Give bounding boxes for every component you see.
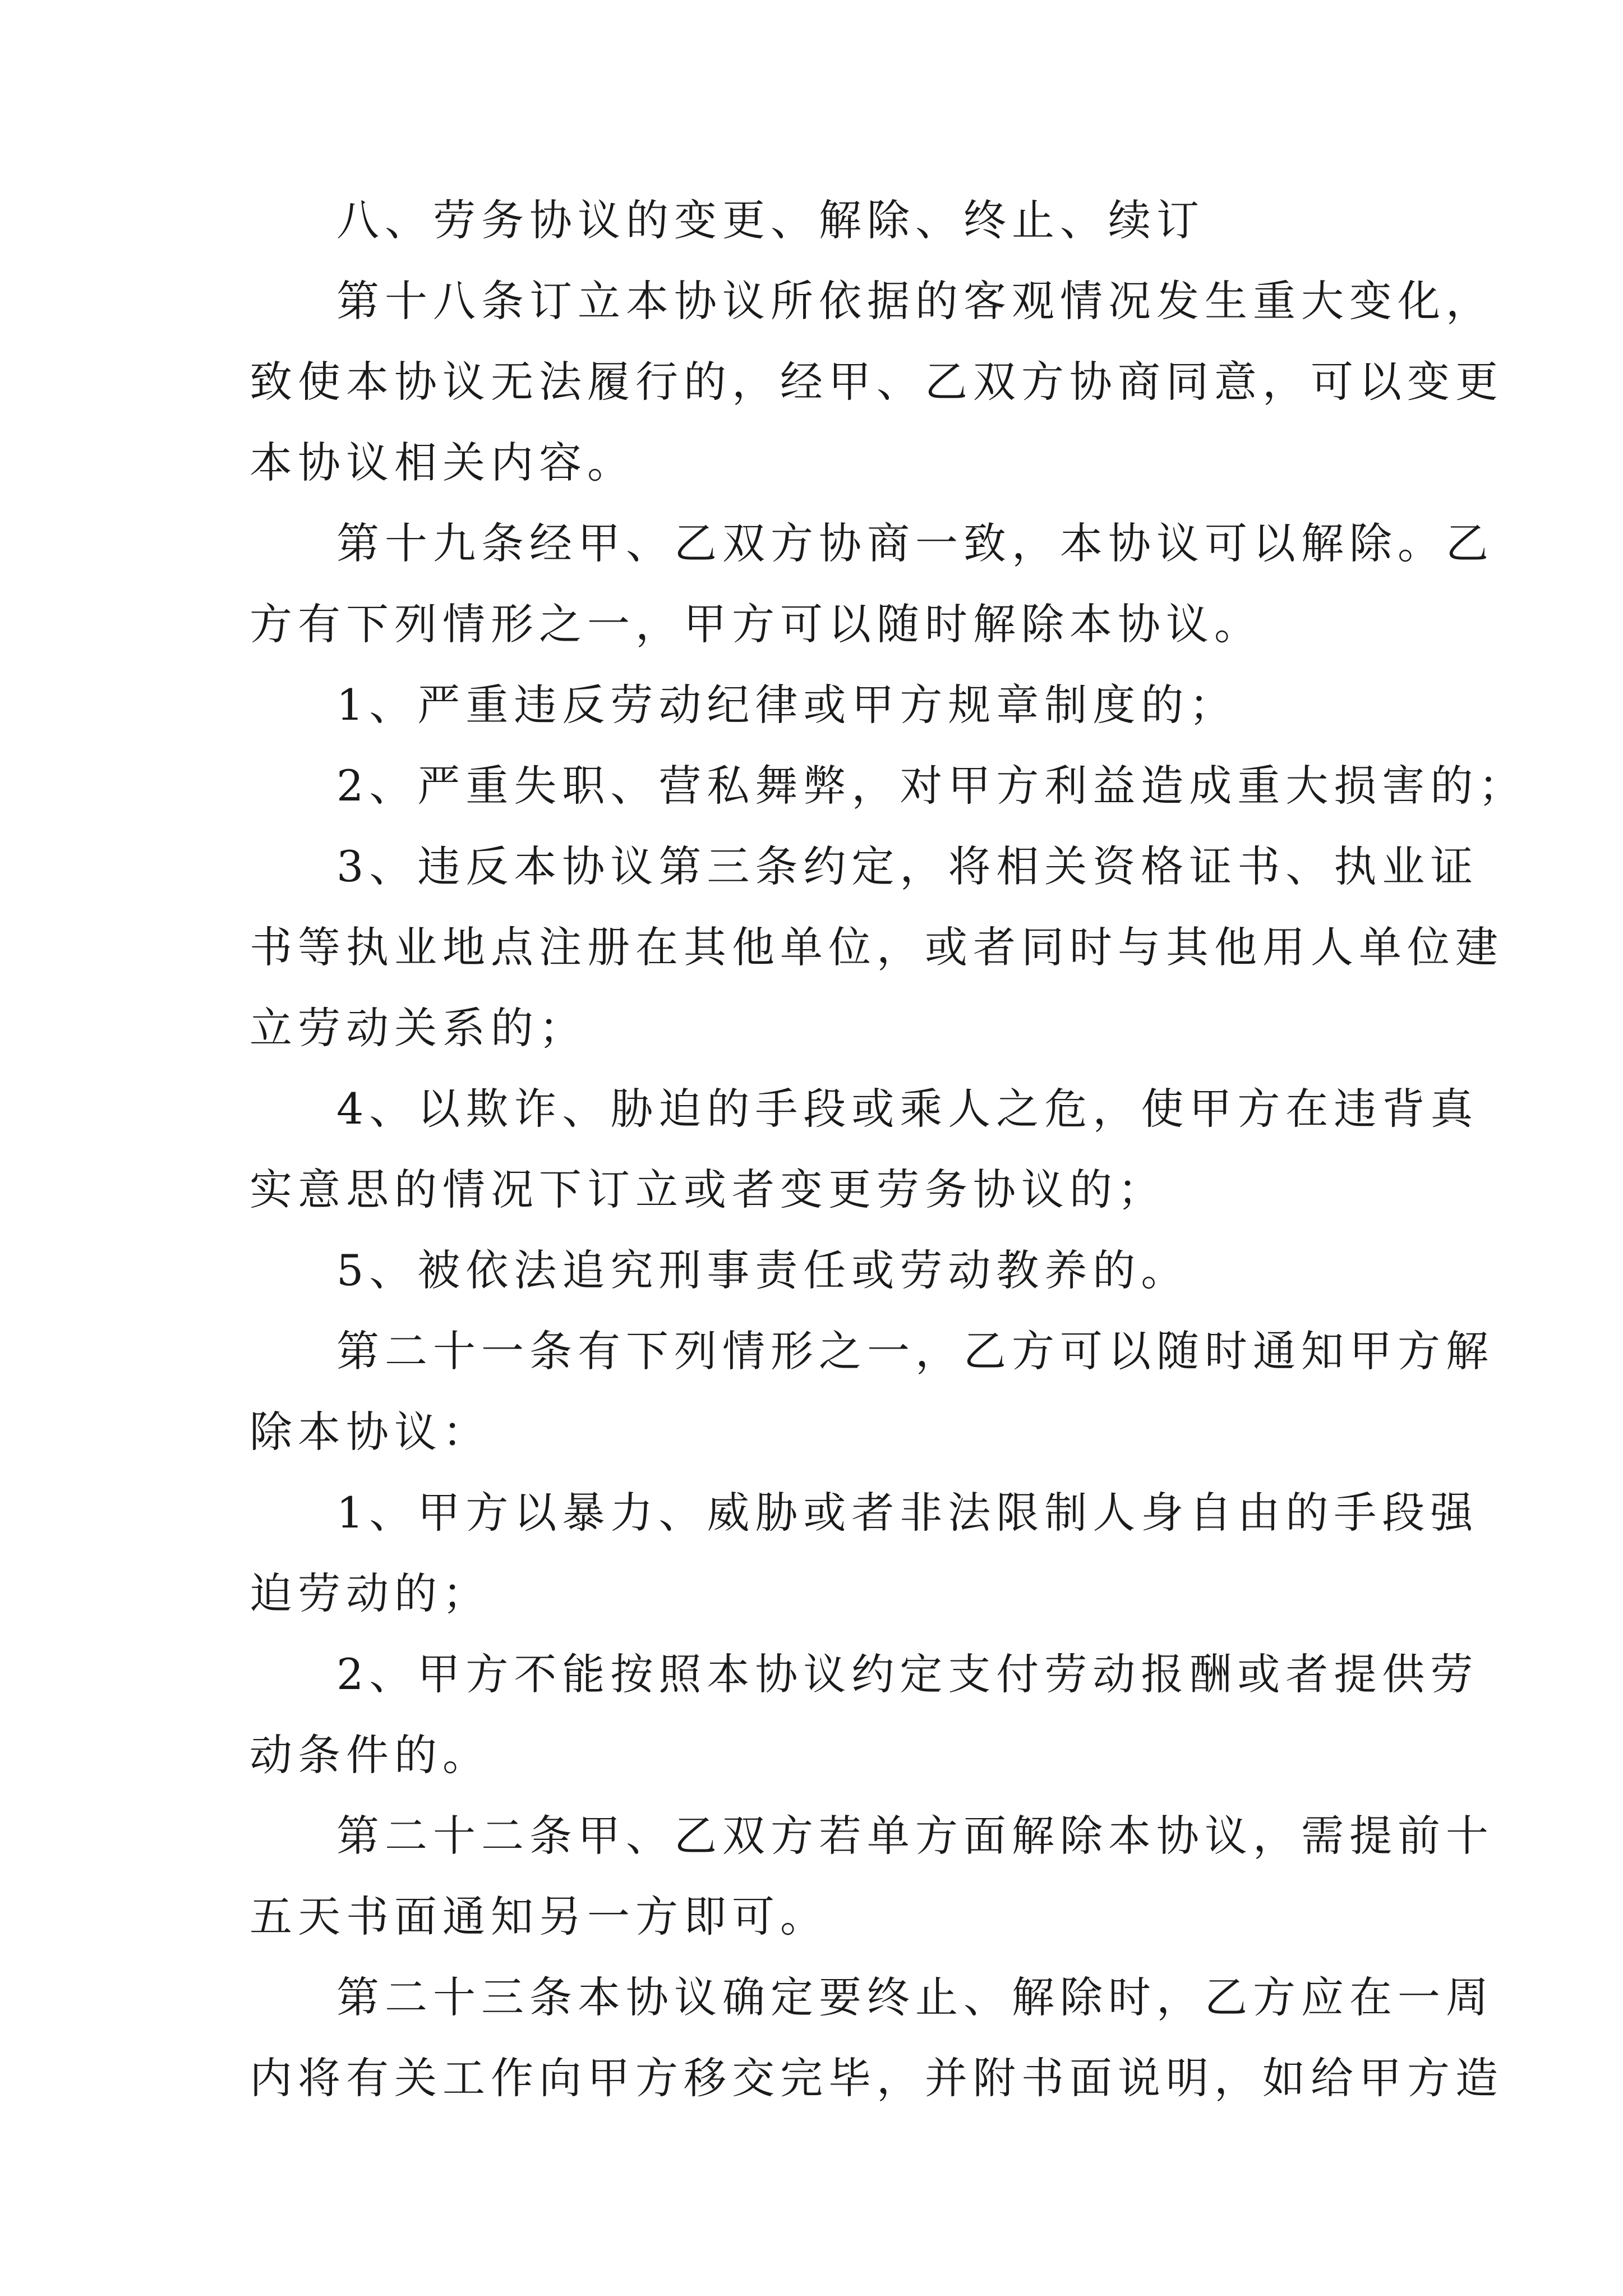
text-line: 4、以欺诈、胁迫的手段或乘人之危，使甲方在违背真 bbox=[336, 1084, 1479, 1134]
text-line: 致使本协议无法履行的，经甲、乙双方协商同意，可以变更 bbox=[250, 357, 1504, 407]
text-line: 2、严重失职、营私舞弊，对甲方利益造成重大损害的； bbox=[336, 761, 1527, 811]
text-line: 第十九条经甲、乙双方协商一致，本协议可以解除。乙 bbox=[336, 518, 1494, 568]
text-line: 书等执业地点注册在其他单位，或者同时与其他用人单位建 bbox=[250, 922, 1504, 972]
text-line: 第二十一条有下列情形之一，乙方可以随时通知甲方解 bbox=[336, 1326, 1494, 1376]
text-line: 立劳动关系的； bbox=[250, 1003, 587, 1053]
text-line: 2、甲方不能按照本协议约定支付劳动报酬或者提供劳 bbox=[336, 1649, 1479, 1699]
text-line: 5、被依法追究刑事责任或劳动教养的。 bbox=[336, 1245, 1189, 1295]
text-line: 五天书面通知另一方即可。 bbox=[250, 1892, 828, 1941]
text-line: 实意思的情况下订立或者变更劳务协议的； bbox=[250, 1165, 1166, 1214]
text-line: 本协议相关内容。 bbox=[250, 438, 635, 487]
text-line: 除本协议： bbox=[250, 1407, 491, 1457]
text-line: 内将有关工作向甲方移交完毕，并附书面说明，如给甲方造 bbox=[250, 2053, 1504, 2103]
text-line: 方有下列情形之一，甲方可以随时解除本协议。 bbox=[250, 599, 1262, 649]
text-line: 1、甲方以暴力、威胁或者非法限制人身自由的手段强 bbox=[336, 1488, 1479, 1538]
text-line: 3、违反本协议第三条约定，将相关资格证书、执业证 bbox=[336, 841, 1479, 891]
text-line: 动条件的。 bbox=[250, 1730, 491, 1780]
text-line: 第二十二条甲、乙双方若单方面解除本协议，需提前十 bbox=[336, 1811, 1494, 1861]
text-line: 第十八条订立本协议所依据的客观情况发生重大变化， bbox=[336, 276, 1494, 326]
section-heading: 八、劳务协议的变更、解除、终止、续订 bbox=[336, 195, 1205, 245]
text-line: 1、严重违反劳动纪律或甲方规章制度的； bbox=[336, 680, 1238, 730]
text-line: 第二十三条本协议确定要终止、解除时，乙方应在一周 bbox=[336, 1972, 1494, 2022]
text-line: 迫劳动的； bbox=[250, 1568, 491, 1618]
